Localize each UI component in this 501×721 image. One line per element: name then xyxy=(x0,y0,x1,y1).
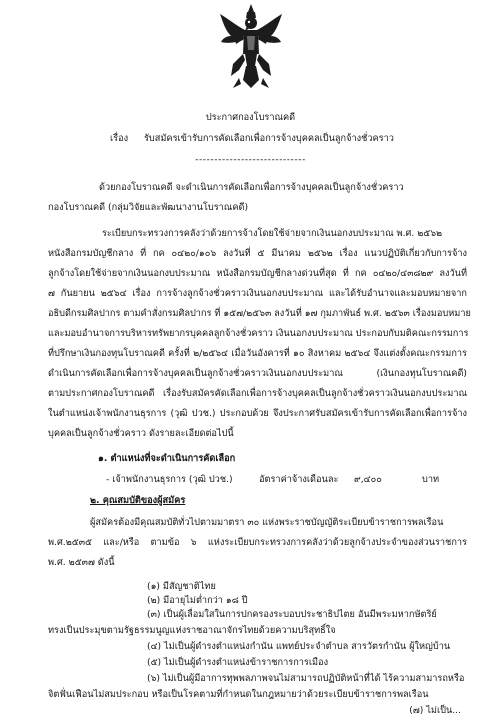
body-line: ระเบียบกระทรวงการคลังว่าด้วยการจ้างโดยใช้จ่ายจากเงินนอกงบประมาณ พ.ศ. ๒๕๖๒ xyxy=(102,228,443,239)
rate-label: อัตราค่าจ้างเดือนละ xyxy=(259,474,339,485)
qualification-item: (๕) ไม่เป็นผู้ดำรงตำแหน่งข้าราชการการเมือง xyxy=(147,657,329,668)
body-line: ที่ปรึกษาเงินกองทุนโบราณคดี ครั้งที่ ๒/๒๕๖๔ เมื่อวันอังคารที่ ๑๐ สิงหาคม ๒๕๖๔ จึงแต่งตั้งคณะกรรมการ xyxy=(48,348,467,359)
body-line: อธิบดีกรมศิลปากร ตามคำสั่งกรมศิลปากร ที่ ๑๕๗/๒๕๖๓ ลงวันที่ ๑๗ กุมภาพันธ์ พ.ศ. ๒๕๖๓ เรื่องมอบหมาย xyxy=(48,308,471,319)
section-2-intro: พ.ศ. ๒๕๓๗ ดังนี้ xyxy=(48,557,115,568)
body-line: ลูกจ้างโดยใช้จ่ายจากเงินนอกงบประมาณ หนังสือกรมบัญชีกลางด่วนที่สุด ที่ กค ๐๔๒๐/๔๓๘๒๙ ลงวันที่ xyxy=(48,268,467,279)
qualification-item: (๒) มีอายุไม่ต่ำกว่า ๑๘ ปี xyxy=(147,595,248,606)
section-2-intro: ผู้สมัครต้องมีคุณสมบัติทั่วไปตามมาตรา ๓๐ แห่งพระราชบัญญัติระเบียบข้าราชการพลเรือน xyxy=(90,517,444,528)
body-line: ในตำแหน่งเจ้าพนักงานธุรการ (วุฒิ ปวช.) ประกอบด้วย จึงประกาศรับสมัครเข้ารับการคัดเลือกเพื่อการจ้าง xyxy=(48,408,467,419)
qualification-item: (๓) เป็นผู้เลื่อมใสในการปกครองระบอบประชาธิปไตย อันมีพระมหากษัตริย์ xyxy=(147,609,437,620)
subject-label: เรื่อง xyxy=(110,133,129,144)
page-continuation: (๗) ไม่เป็น... xyxy=(409,705,461,716)
subject-text: รับสมัครเข้ารับการคัดเลือกเพื่อการจ้างบุคคลเป็นลูกจ้างชั่วคราว xyxy=(144,133,394,144)
body-line: ดำเนินการคัดเลือกเพื่อการจ้างบุคคลเป็นลูกจ้างชั่วคราวเงินนอกงบประมาณ (เงินกองทุนโบราณคดี) xyxy=(48,368,467,379)
rate-unit: บาท xyxy=(422,474,440,485)
section-2-intro: พ.ศ.๒๕๓๕ และ/หรือ ตามข้อ ๖ แห่งระเบียบกระทรวงการคลังว่าด้วยลูกจ้างประจำของส่วนราชการ xyxy=(48,537,467,548)
qualification-item-continued: ทรงเป็นประมุขตามรัฐธรรมนูญแห่งราชอาณาจักรไทยด้วยความบริสุทธิ์ใจ xyxy=(48,625,336,636)
qualification-item-continued: จิตฟั่นเฟือนไม่สมประกอบ หรือเป็นโรคตามที่กำหนดในกฎหมายว่าด้วยระเบียบข้าราชการพลเรือน xyxy=(48,689,429,700)
header-divider: ----------------------------- xyxy=(195,154,306,165)
body-line: หนังสือกรมบัญชีกลาง ที่ กค ๐๔๒๐/๑๐๖ ลงวันที่ ๕ มีนาคม ๒๕๖๒ เรื่อง แนวปฏิบัติเกี่ยวกับการจ้าง xyxy=(48,248,467,259)
section-2-heading: ๒. คุณสมบัติของผู้สมัคร xyxy=(90,495,186,506)
position-name: - เจ้าพนักงานธุรการ (วุฒิ ปวช.) xyxy=(106,474,233,485)
qualification-item: (๑) มีสัญชาติไทย xyxy=(147,581,216,592)
intro-line-1: ด้วยกองโบราณคดี จะดำเนินการคัดเลือกเพื่อการจ้างบุคคลเป็นลูกจ้างชั่วคราว xyxy=(99,182,404,193)
body-line: ตามประกาศกองโบราณคดี เรื่องรับสมัครคัดเลือกเพื่อการจ้างบุคคลเป็นลูกจ้างชั่วคราวเงินนอกงบประมาณ xyxy=(48,388,467,399)
body-line: บุคคลเป็นลูกจ้างชั่วคราว ดังรายละเอียดต่อไปนี้ xyxy=(48,428,234,439)
section-1-heading: ๑. ตำแหน่งที่จะดำเนินการคัดเลือก xyxy=(98,453,236,464)
qualification-item: (๖) ไม่เป็นผู้มีอาการทุพพลภาพจนไม่สามารถปฏิบัติหน้าที่ได้ ไร้ความสามารถหรือ xyxy=(147,673,465,684)
garuda-emblem xyxy=(219,4,283,94)
intro-line-2: กองโบราณคดี (กลุ่มวิจัยและพัฒนางานโบราณคดี) xyxy=(48,202,249,213)
body-line: ๗ กันยายน ๒๕๖๔ เรื่อง การจ้างลูกจ้างชั่วคราวเงินนอกงบประมาณ และได้รับอำนาจและมอบหมายจาก xyxy=(48,288,467,299)
agency-title: ประกาศกองโบราณคดี xyxy=(205,112,296,123)
rate-value: ๙,๔๐๐ xyxy=(354,474,382,485)
qualification-item: (๔) ไม่เป็นผู้ดำรงตำแหน่งกำนัน แพทย์ประจำตำบล สารวัตรกำนัน ผู้ใหญ่บ้าน xyxy=(147,641,451,652)
body-line: และมอบอำนาจการบริหารทรัพยากรบุคคลลูกจ้างชั่วคราว เงินนอกงบประมาณ ประกอบกับมติคณะกรรมการ xyxy=(48,328,469,339)
